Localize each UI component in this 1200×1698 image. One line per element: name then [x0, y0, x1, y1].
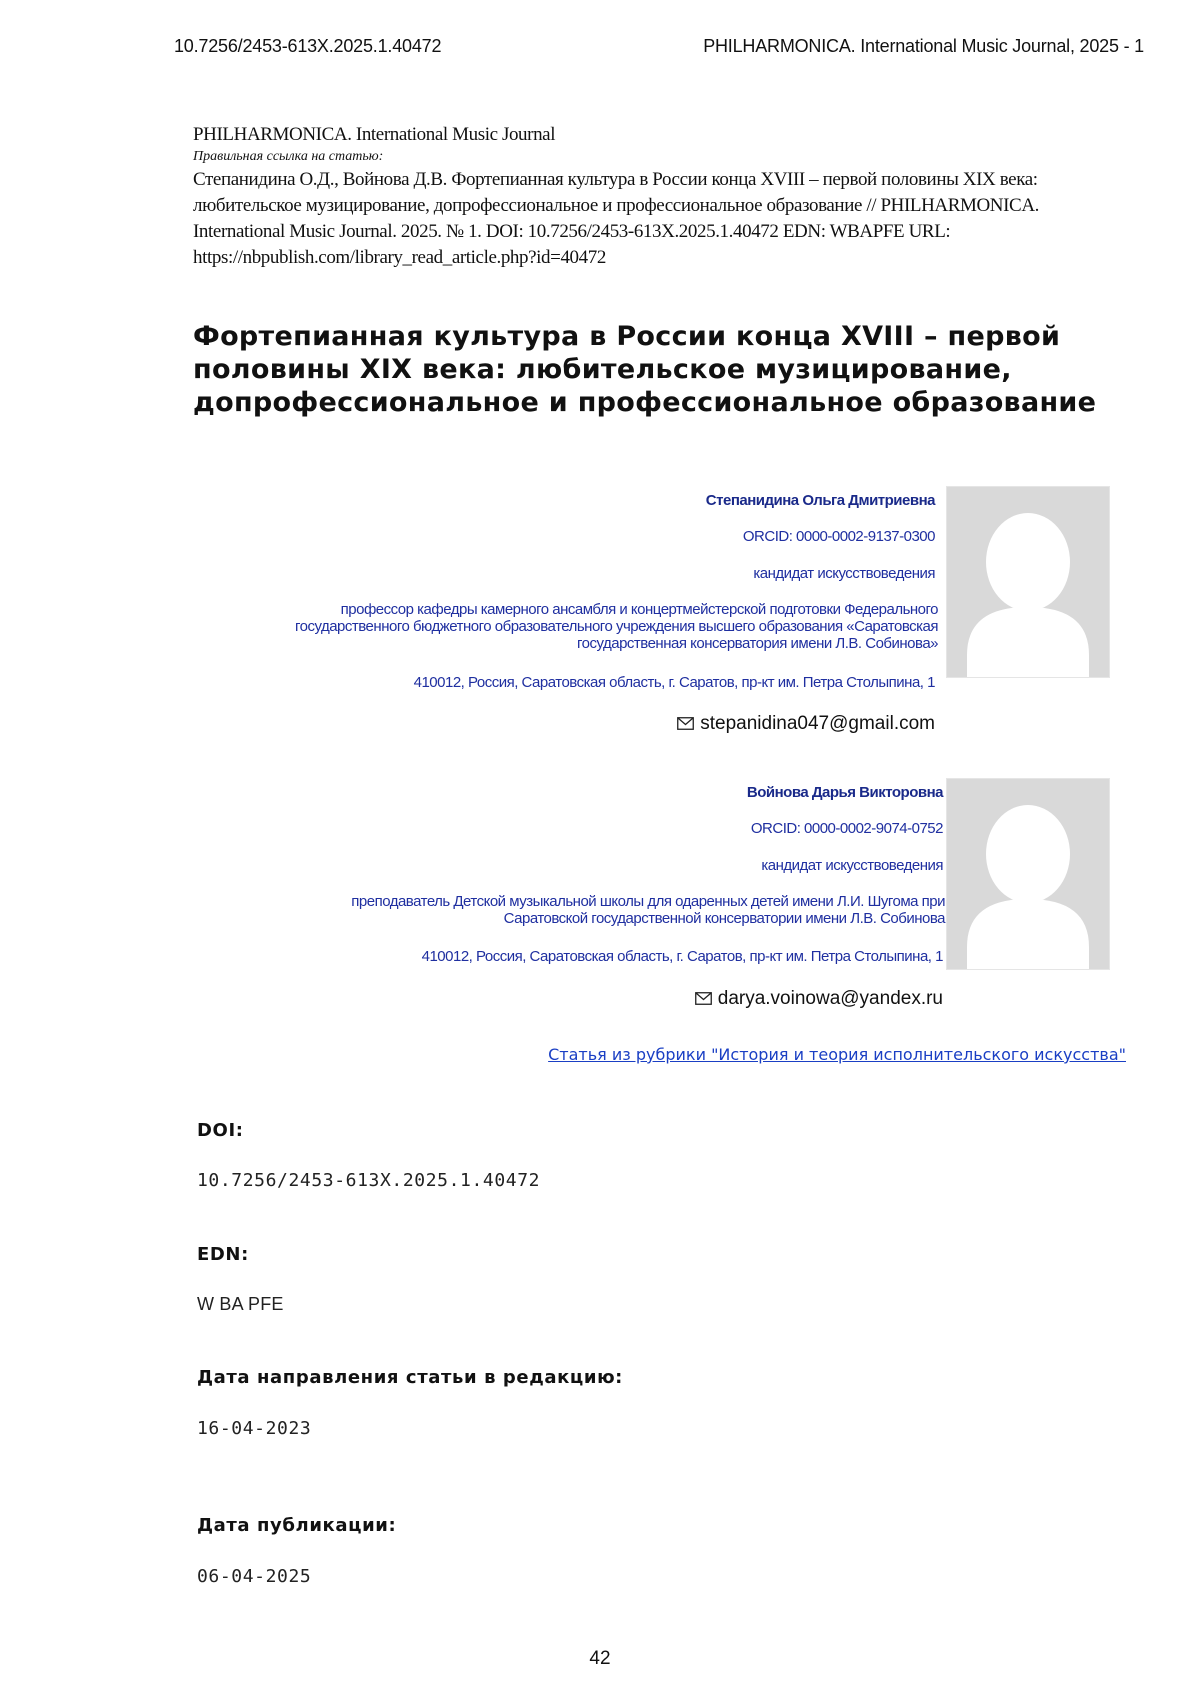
citation-text [193, 167, 1113, 271]
author-photo-placeholder [946, 778, 1110, 970]
edn-value: W BA PFE [197, 1294, 284, 1314]
author-email[interactable]: darya.voinowa@yandex.ru [717, 988, 943, 1009]
citation-label: Правильная ссылка на статью: [193, 149, 384, 164]
author-card-2 [747, 784, 943, 801]
author-affiliation [245, 893, 945, 927]
author-orcid[interactable]: ORCID: 0000-0002-9074-0752 [750, 820, 943, 837]
author-degree: кандидат искусствоведения [753, 565, 935, 582]
envelope-icon [695, 992, 712, 1005]
citation-url[interactable]: https://nbpublish.com/library_read_article.php?id=40472 [193, 247, 606, 268]
author-address: 410012, Россия, Саратовская область, г. Саратов, пр-кт им. Петра Столыпина, 1 [421, 948, 943, 965]
avatar-silhouette-icon [947, 779, 1109, 969]
doi-label: DOI: [197, 1120, 244, 1141]
citation-line: International Music Journal. 2025. № 1. DOI: 10.7256/2453-613X.2025.1.40472 EDN: WBAPFE URL: [193, 221, 951, 242]
title-line: Фортепианная культура в России конца XVIII – первой [193, 321, 1061, 352]
author-affiliation [218, 601, 938, 652]
author-email-row[interactable] [677, 713, 935, 735]
published-date-value: 06-04-2025 [197, 1566, 312, 1587]
article-title [193, 320, 1113, 419]
envelope-icon [677, 717, 694, 730]
author-name: Войнова Дарья Викторовна [746, 784, 943, 801]
doi-value: 10.7256/2453-613X.2025.1.40472 [197, 1170, 541, 1191]
author-name: Степанидина Ольга Дмитриевна [705, 492, 935, 509]
running-header-doi: 10.7256/2453-613X.2025.1.40472 [174, 36, 442, 56]
author-email-row[interactable] [695, 988, 943, 1010]
running-header-journal: PHILHARMONICA. International Music Journal, 2025 - 1 [703, 36, 1144, 56]
edn-label: EDN: [197, 1244, 249, 1265]
citation-line: любительское музицирование, допрофессиональное и профессиональное образование // PHILHARMONICA. [193, 195, 1040, 216]
author-photo-placeholder [946, 486, 1110, 678]
author-orcid[interactable]: ORCID: 0000-0002-9137-0300 [742, 528, 935, 545]
rubric-link[interactable]: Статья из рубрики "История и теория исполнительского искусства" [548, 1045, 1126, 1064]
page-number: 42 [589, 1648, 611, 1669]
affiliation-line: государственная консерватория имени Л.В. Собинова» [576, 635, 938, 652]
affiliation-line: профессор кафедры камерного ансамбля и концертмейстерской подготовки Федерального [340, 601, 938, 618]
title-line: допрофессиональное и профессиональное образование [193, 387, 1097, 418]
author-degree: кандидат искусствоведения [761, 857, 943, 874]
journal-name: PHILHARMONICA. International Music Journal [193, 124, 556, 145]
submitted-date-label: Дата направления статьи в редакцию: [197, 1367, 623, 1388]
affiliation-line: Саратовской государственной консерватории имени Л.В. Собинова [503, 910, 945, 927]
citation-line: Степанидина О.Д., Войнова Д.В. Фортепианная культура в России конца XVIII – первой половины XIX века: [193, 169, 1038, 190]
author-email[interactable]: stepanidina047@gmail.com [700, 713, 935, 734]
author-address: 410012, Россия, Саратовская область, г. Саратов, пр-кт им. Петра Столыпина, 1 [413, 674, 935, 691]
avatar-silhouette-icon [947, 487, 1109, 677]
published-date-label: Дата публикации: [197, 1515, 397, 1536]
affiliation-line: преподаватель Детской музыкальной школы для одаренных детей имени Л.И. Шугома при [351, 893, 945, 910]
author-card-1 [706, 492, 935, 509]
submitted-date-value: 16-04-2023 [197, 1418, 312, 1439]
title-line: половины XIX века: любительское музицирование, [193, 354, 1012, 385]
affiliation-line: государственного бюджетного образовательного учреждения высшего образования «Саратовская [294, 618, 938, 635]
